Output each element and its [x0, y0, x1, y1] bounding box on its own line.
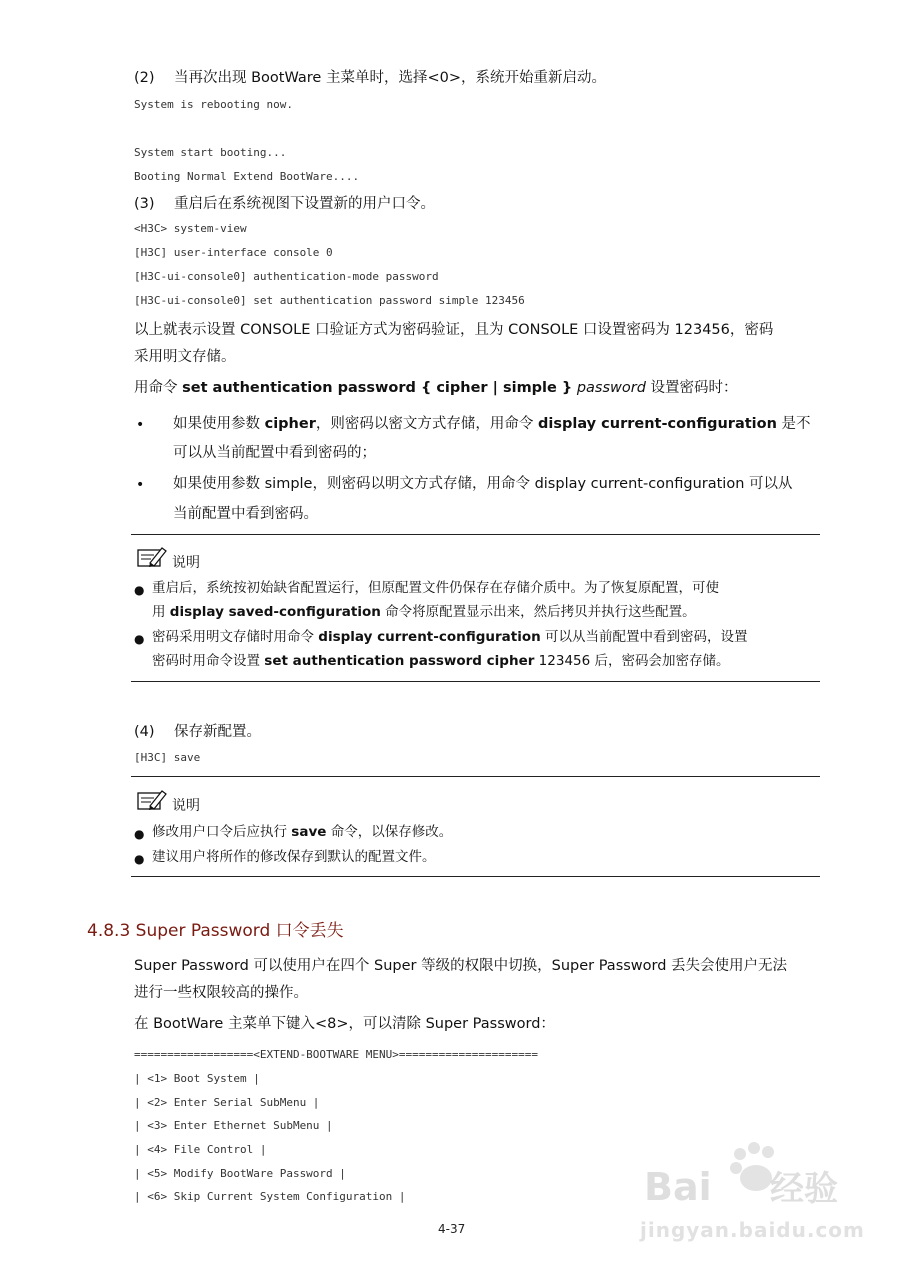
note-item-line: 重启后，系统按初始缺省配置运行，但原配置文件仍保存在存储介质中。为了恢复原配置，可使	[152, 580, 719, 596]
text: 密码采用明文存储时用命令	[152, 629, 319, 645]
bullet-item: 如果使用参数 simple，则密码以明文方式存储，用命令 display current-configuration 可以从	[173, 476, 793, 492]
text: 命令，以保存修改。	[326, 824, 453, 840]
watermark-url: jingyan.baidu.com	[640, 1218, 865, 1242]
text: 如果使用参数	[173, 416, 265, 432]
text: 用	[152, 604, 170, 620]
bullet-item-line2: 可以从当前配置中看到密码的；	[173, 445, 376, 461]
note-item-line	[152, 625, 748, 649]
note-item-line	[152, 820, 452, 844]
argument-text: password	[572, 380, 646, 396]
menu-line: | <1> Boot System |	[134, 1072, 260, 1085]
step-number: (4)	[134, 724, 155, 740]
step-number: (3)	[134, 196, 155, 212]
bullet-dot: ●	[134, 632, 145, 646]
code-line: System start booting...	[134, 146, 287, 159]
code-line: [H3C-ui-console0] set authentication password simple 123456	[134, 294, 525, 307]
command-text: display saved-configuration	[169, 604, 381, 620]
note-top-rule	[131, 534, 820, 535]
note-item-line	[152, 600, 696, 624]
step-text-post: ，系统开始重新启动。	[460, 70, 606, 86]
paragraph-line: 以上就表示设置 CONSOLE 口验证方式为密码验证，且为 CONSOLE 口设置密码为 123456，密码	[134, 322, 774, 338]
note-bottom-rule	[131, 876, 820, 877]
note-pencil-icon	[136, 545, 170, 573]
menu-line: ==================<EXTEND-BOOTWARE MENU>=====================	[134, 1048, 538, 1061]
text: 密码时用命令设置	[152, 653, 265, 669]
menu-line: | <4> File Control |	[134, 1143, 267, 1156]
step-2	[134, 68, 606, 88]
note-pencil-icon	[136, 788, 170, 816]
command-text: set authentication password { cipher | simple }	[182, 380, 573, 396]
bullet-item-line2: 当前配置中看到密码。	[173, 506, 318, 522]
menu-line: | <5> Modify BootWare Password |	[134, 1167, 346, 1180]
bullet-dot: •	[136, 417, 145, 433]
code-line: <H3C> system-view	[134, 222, 247, 235]
paragraph-line: 采用明文存储。	[134, 349, 236, 365]
note-top-rule	[131, 776, 820, 777]
bullet-dot: •	[136, 477, 145, 493]
menu-line: | <3> Enter Ethernet SubMenu |	[134, 1119, 333, 1132]
baidu-watermark-logo	[640, 1140, 870, 1250]
step-text: 当再次出现 BootWare 主菜单时，选择	[174, 70, 428, 86]
code-line: Booting Normal Extend BootWare....	[134, 170, 360, 183]
text: 命令将原配置显示出来，然后拷贝并执行这些配置。	[380, 604, 696, 620]
step-number: (2)	[134, 70, 155, 86]
paragraph-line: Super Password 可以使用户在四个 Super 等级的权限中切换，Super Password 丢失会使用户无法	[134, 958, 788, 974]
bullet-dot: ●	[134, 827, 145, 841]
bullet-dot: ●	[134, 583, 145, 597]
param-text: cipher	[264, 416, 316, 432]
page-number: 4-37	[438, 1222, 466, 1236]
text: ，则密码以密文方式存储，用命令	[315, 416, 538, 432]
note-item-line: 建议用户将所作的修改保存到默认的配置文件。	[152, 849, 436, 865]
command-text: set authentication password cipher	[264, 653, 535, 669]
code-line: [H3C] save	[134, 751, 201, 764]
text: 修改用户口令后应执行	[152, 824, 292, 840]
text: 是不	[776, 416, 811, 432]
paragraph-command-usage	[134, 378, 738, 398]
step-text: 重启后在系统视图下设置新的用户口令。	[174, 196, 435, 212]
step-text: 保存新配置。	[174, 724, 261, 740]
command-text: display current-configuration	[318, 629, 541, 645]
menu-line: | <2> Enter Serial SubMenu |	[134, 1096, 320, 1109]
svg-text:经验: 经验	[770, 1169, 838, 1209]
text: 123456 后，密码会加密存储。	[534, 653, 730, 669]
paragraph-line: 在 BootWare 主菜单下键入<8>，可以清除 Super Password：	[134, 1016, 555, 1032]
step-code: <0>	[427, 70, 461, 86]
section-heading: 4.8.3 Super Password 口令丢失	[87, 921, 344, 941]
step-4	[134, 722, 261, 742]
bullet-dot: ●	[134, 852, 145, 866]
note-title: 说明	[172, 798, 200, 814]
text: 用命令	[134, 380, 183, 396]
code-line: System is rebooting now.	[134, 98, 293, 111]
command-text: display current-configuration	[537, 416, 777, 432]
command-text: save	[291, 824, 327, 840]
code-line: [H3C-ui-console0] authentication-mode password	[134, 270, 439, 283]
text: 可以从当前配置中看到密码，设置	[540, 629, 748, 645]
bullet-item	[173, 414, 811, 434]
note-title: 说明	[172, 555, 200, 571]
code-line: [H3C] user-interface console 0	[134, 246, 333, 259]
note-item-line	[152, 649, 730, 673]
paragraph-line: 进行一些权限较高的操作。	[134, 985, 308, 1001]
step-3	[134, 194, 435, 214]
svg-text:Bai: Bai	[644, 1165, 712, 1209]
text: 设置密码时：	[645, 380, 738, 396]
menu-line: | <6> Skip Current System Configuration |	[134, 1190, 406, 1203]
note-bottom-rule	[131, 681, 820, 682]
